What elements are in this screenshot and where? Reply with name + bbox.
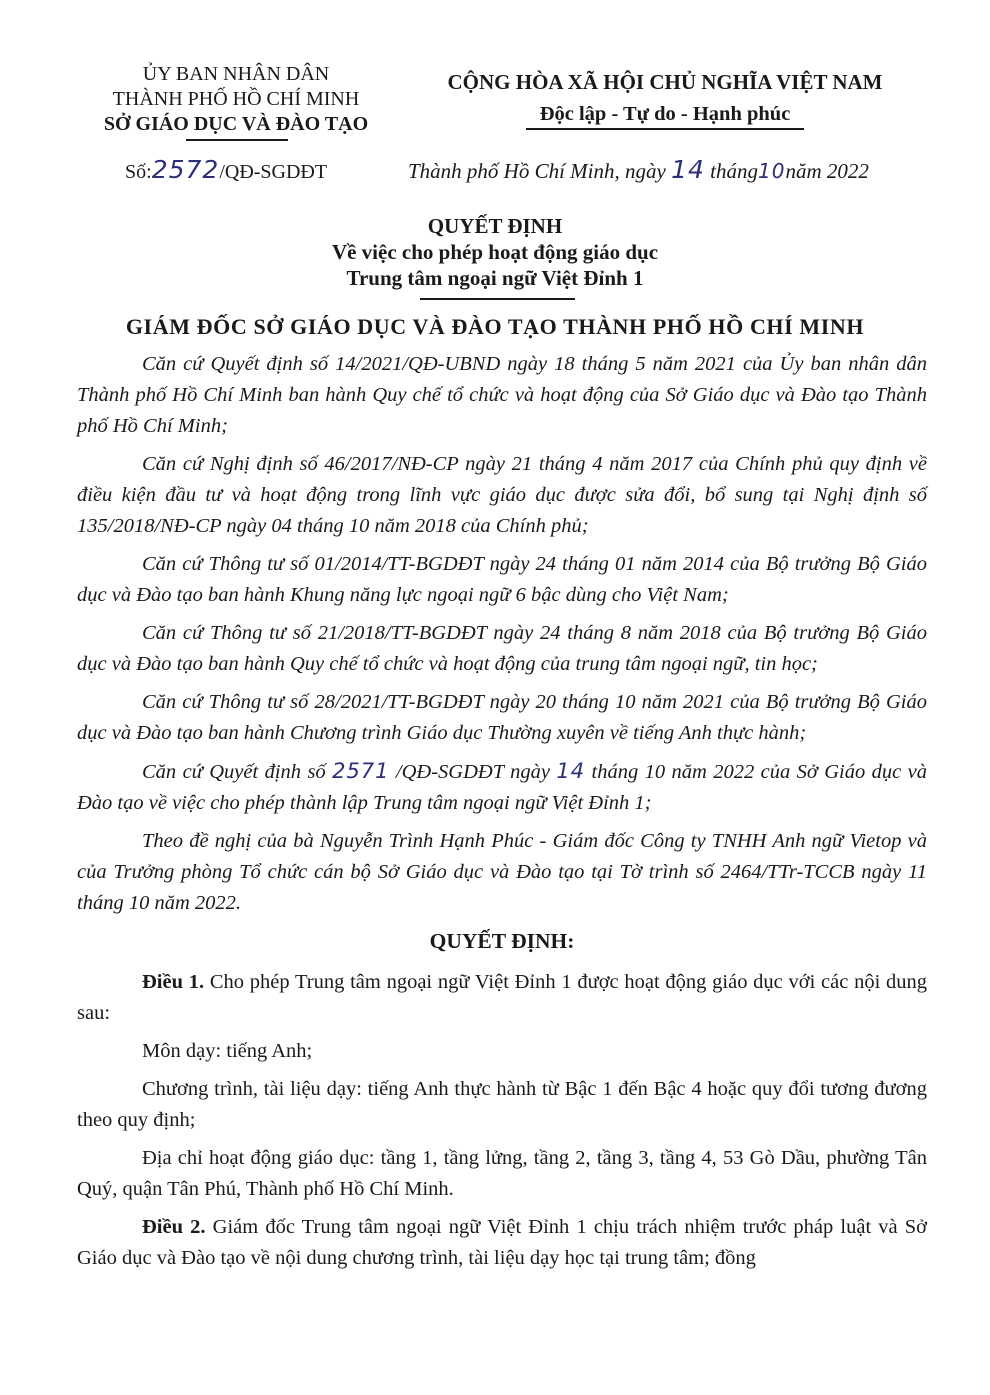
date-month-label: tháng <box>710 159 758 183</box>
title-line-3: Trung tâm ngoại ngữ Việt Đỉnh 1 <box>346 266 644 290</box>
national-header <box>405 66 925 130</box>
decision-title <box>0 213 990 291</box>
document-body <box>77 349 927 1281</box>
nation-line-1: CỘNG HÒA XÃ HỘI CHỦ NGHĨA VIỆT NAM <box>447 70 883 94</box>
document-number <box>125 155 327 184</box>
basis-paragraph: Căn cứ Thông tư số 21/2018/TT-BGDĐT ngày 24 tháng 8 năm 2018 của Bộ trưởng Bộ Giáo dục và Đào tạo ban hành Quy chế tổ chức và hoạt động của trung tâm ngoại ngữ, tin học; <box>77 622 927 675</box>
basis-paragraph: Căn cứ Nghị định số 46/2017/NĐ-CP ngày 21 tháng 4 năm 2017 của Chính phủ quy định về điều kiện đầu tư và hoạt động trong lĩnh vực giáo dục được sửa đổi, bổ sung tại Nghị định số 135/2018/NĐ-CP ngày 04 tháng 10 năm 2018 của Chính phủ; <box>77 453 927 537</box>
date-month: 10 <box>758 159 786 183</box>
date-prefix: Thành phố Hồ Chí Minh, ngày <box>408 159 666 183</box>
title-line-1: QUYẾT ĐỊNH <box>427 214 563 238</box>
place-date <box>408 155 908 184</box>
motto-underline <box>526 128 804 130</box>
basis6-handwritten-day: 14 <box>556 759 586 783</box>
article-1-label: Điều 1. <box>142 971 205 993</box>
proposal-paragraph: Theo đề nghị của bà Nguyễn Trình Hạnh Phúc - Giám đốc Công ty TNHH Anh ngữ Vietop và của Trưởng phòng Tổ chức cán bộ Sở Giáo dục và Đào tạo tại Tờ trình số 2464/TTr-TCCB ngày 11 tháng 10 năm 2022. <box>77 830 927 914</box>
article-2-label: Điều 2. <box>142 1216 206 1238</box>
decision-heading: QUYẾT ĐỊNH: <box>429 929 575 953</box>
article-2 <box>77 1212 927 1274</box>
basis-paragraph-6: Căn cứ Quyết định số 2571 /QĐ-SGDĐT ngày 14 tháng 10 năm 2022 của Sở Giáo dục và Đào tạo về việc cho phép thành lập Trung tâm ngoại ngữ Việt Đỉnh 1; <box>77 759 927 814</box>
date-day: 14 <box>671 155 705 184</box>
article-2-text: Giám đốc Trung tâm ngoại ngữ Việt Đỉnh 1 chịu trách nhiệm trước pháp luật và Sở Giáo dục và Đào tạo về nội dung chương trình, tài liệu dạy học tại trung tâm; đồng <box>77 1216 928 1269</box>
article-1 <box>77 967 927 1029</box>
doc-no-prefix: Số: <box>125 161 152 183</box>
director-heading: GIÁM ĐỐC SỞ GIÁO DỤC VÀ ĐÀO TẠO THÀNH PHỐ HỒ CHÍ MINH <box>125 314 865 339</box>
date-year: năm 2022 <box>785 159 869 183</box>
agency-underline <box>186 139 288 141</box>
basis-paragraph: Căn cứ Thông tư số 01/2014/TT-BGDĐT ngày 24 tháng 01 năm 2014 của Bộ trưởng Bộ Giáo dục và Đào tạo ban hành Khung năng lực ngoại ngữ 6 bậc dùng cho Việt Nam; <box>77 553 927 606</box>
doc-no-handwritten: 2572 <box>151 155 220 184</box>
article-1-item: Môn dạy: tiếng Anh; <box>142 1040 313 1062</box>
title-line-2: Về việc cho phép hoạt động giáo dục <box>331 240 659 264</box>
article-1-item: Chương trình, tài liệu dạy: tiếng Anh thực hành từ Bậc 1 đến Bậc 4 hoặc quy đổi tương đương theo quy định; <box>77 1078 927 1131</box>
doc-no-suffix: /QĐ-SGDĐT <box>219 161 328 183</box>
agency-line-1: ỦY BAN NHÂN DÂN <box>142 63 330 85</box>
basis-paragraph: Căn cứ Quyết định số 14/2021/QĐ-UBND ngày 18 tháng 5 năm 2021 của Ủy ban nhân dân Thành phố Hồ Chí Minh ban hành Quy chế tổ chức và hoạt động của Sở Giáo dục và Đào tạo Thành phố Hồ Chí Minh; <box>77 353 927 437</box>
basis6-handwritten-number: 2571 <box>332 759 390 783</box>
nation-line-2: Độc lập - Tự do - Hạnh phúc <box>539 103 791 125</box>
issuing-agency <box>80 62 392 137</box>
basis-paragraph: Căn cứ Thông tư số 28/2021/TT-BGDĐT ngày 20 tháng 10 năm 2021 của Bộ trưởng Bộ Giáo dục và Đào tạo ban hành Chương trình Giáo dục Thường xuyên về tiếng Anh thực hành; <box>77 691 927 744</box>
article-1-item: Địa chỉ hoạt động giáo dục: tầng 1, tầng lửng, tầng 2, tầng 3, tầng 4, 53 Gò Dầu, phường Tân Quý, quận Tân Phú, Thành phố Hồ Chí Minh. <box>77 1147 927 1200</box>
agency-line-2: THÀNH PHỐ HỒ CHÍ MINH <box>112 88 360 110</box>
title-underline <box>420 298 575 300</box>
article-1-text: Cho phép Trung tâm ngoại ngữ Việt Đỉnh 1 được hoạt động giáo dục với các nội dung sau: <box>77 971 928 1024</box>
agency-line-3: SỞ GIÁO DỤC VÀ ĐÀO TẠO <box>103 113 369 135</box>
